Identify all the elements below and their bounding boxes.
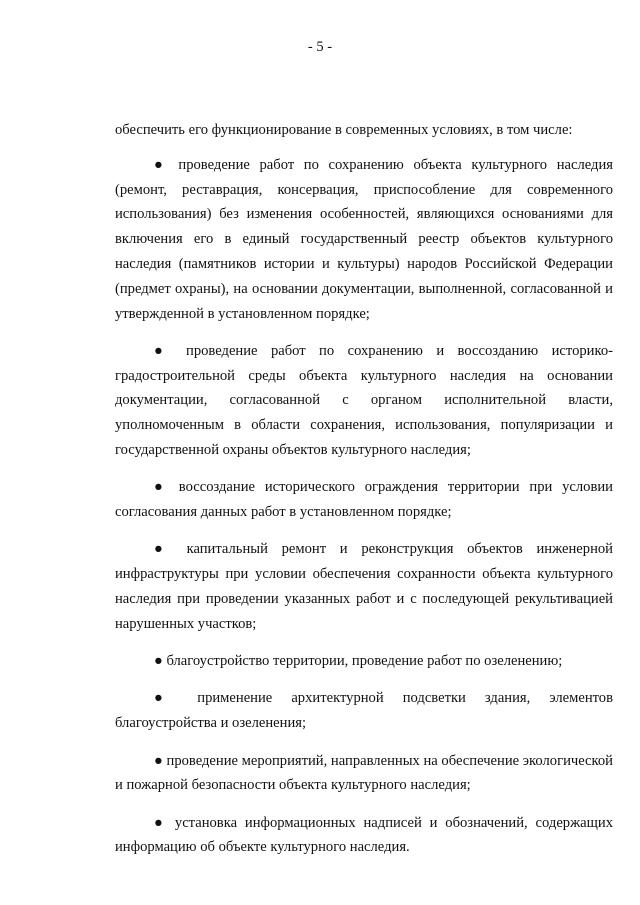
page-number: - 5 - (307, 39, 333, 55)
list-item: ● воссоздание исторического ограждения территории при условии согласования данных работ в установленном порядке; (115, 479, 613, 521)
intro-paragraph: обеспечить его функционирование в современных условиях, в том числе: (115, 122, 573, 138)
list-item: ● капитальный ремонт и реконструкция объектов инженерной инфраструктуры при условии обеспечения сохранности объекта культурного наследия при проведении указанных работ и с последующей рекультивацией нарушенных участков; (115, 541, 613, 632)
list-item: ● применение архитектурной подсветки здания, элементов благоустройства и озеленения; (115, 690, 613, 732)
document-body (115, 118, 613, 873)
list-item: ● проведение работ по сохранению и воссозданию историко-градостроительной среды объекта культурного наследия на основании документации, согласованной с органом исполнительной власти, уполномоченным в области сохранения, использования, популяризации и государственной охраны объектов культурного наследия; (115, 342, 613, 459)
list-item: ● благоустройство территории, проведение работ по озеленению; (154, 653, 563, 670)
list-item: ● проведение работ по сохранению объекта культурного наследия (ремонт, реставрация, консервация, приспособление для современного использования) без изменения особенностей, являющихся основаниями для включения его в единый государственный реестр объектов культурного наследия (памятников истории и культуры) народов Российской Федерации (предмет охраны), на основании документации, выполненной, согласованной и утвержденной в установленном порядке; (115, 156, 613, 322)
list-item: ● установка информационных надписей и обозначений, содержащих информацию об объекте культурного наследия. (115, 814, 613, 856)
list-item: ● проведение мероприятий, направленных на обеспечение экологической и пожарной безопасности объекта культурного наследия; (115, 752, 613, 794)
